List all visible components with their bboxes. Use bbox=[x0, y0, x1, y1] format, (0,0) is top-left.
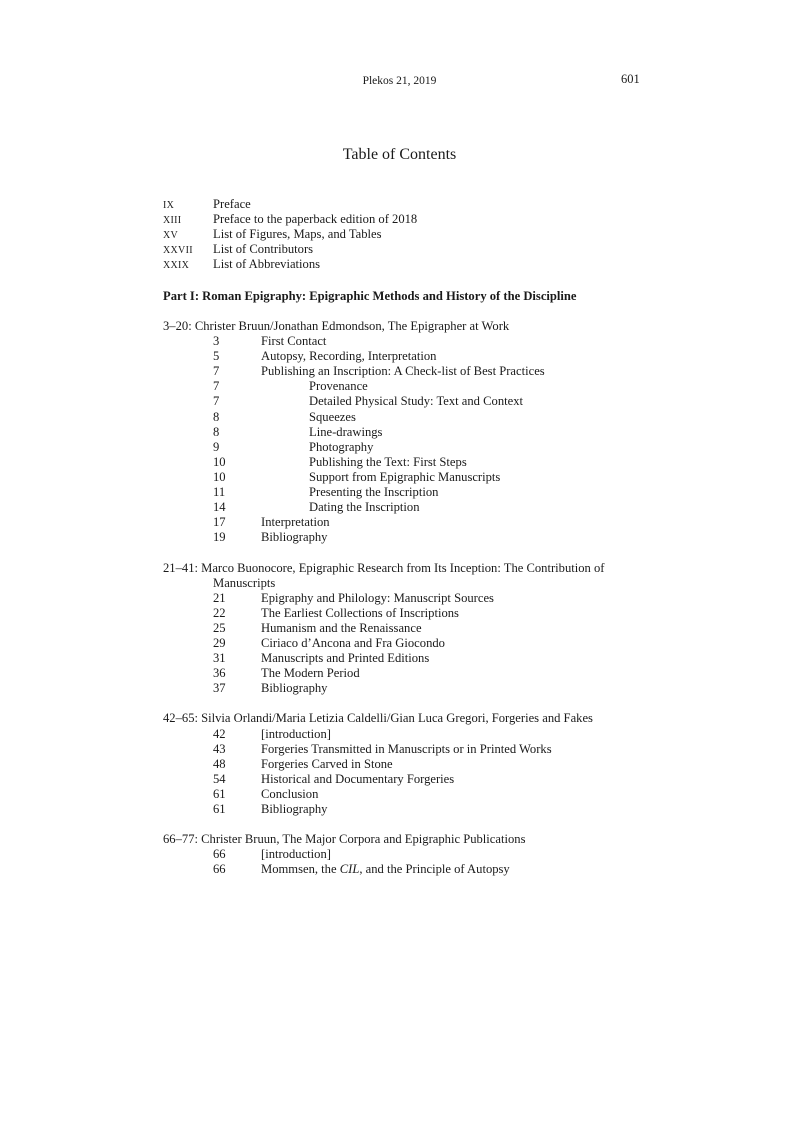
entry-title-text: Manuscripts and Printed Editions bbox=[261, 651, 430, 666]
entry-title: List of Contributors bbox=[213, 242, 314, 257]
toc-entry bbox=[163, 606, 605, 621]
entry-title-text: Epigraphy and Philology: Manuscript Sources bbox=[261, 590, 494, 605]
entry-title-text: Provenance bbox=[309, 379, 368, 394]
toc-entry bbox=[163, 242, 417, 257]
entry-title-text: Humanism and the Renaissance bbox=[261, 620, 422, 635]
entry-page: 10 bbox=[213, 454, 226, 469]
chapter bbox=[163, 561, 605, 697]
toc-entry bbox=[163, 197, 417, 212]
entry-page: XV bbox=[163, 230, 179, 242]
entry-title-text: Forgeries Transmitted in Manuscripts or in Printed Works bbox=[261, 741, 552, 756]
entry-title bbox=[261, 636, 445, 651]
entry-title-text: Bibliography bbox=[261, 530, 328, 545]
entry-title-text: Autopsy, Recording, Interpretation bbox=[261, 349, 437, 364]
entry-page: 7 bbox=[213, 379, 220, 394]
entry-title bbox=[309, 394, 523, 409]
toc-entry bbox=[163, 212, 417, 227]
entry-page: 31 bbox=[213, 651, 226, 666]
entry-title bbox=[261, 757, 393, 772]
entry-page: 66 bbox=[213, 847, 226, 862]
entry-page: 61 bbox=[213, 786, 226, 801]
toc-entry bbox=[163, 681, 605, 696]
chapter-heading: 3–20: Christer Bruun/Jonathan Edmondson, The Epigrapher at Work bbox=[163, 319, 510, 333]
entry-page: 22 bbox=[213, 605, 226, 620]
entry-title: List of Figures, Maps, and Tables bbox=[213, 227, 382, 242]
toc-entry bbox=[163, 410, 605, 425]
entry-title-text: First Contact bbox=[261, 334, 327, 349]
entry-title bbox=[309, 410, 356, 425]
entry-page: 8 bbox=[213, 424, 220, 439]
entry-title-text: Ciriaco d’Ancona and Fra Giocondo bbox=[261, 635, 445, 650]
entry-page: 7 bbox=[213, 394, 220, 409]
entry-page: 17 bbox=[213, 515, 226, 530]
entry-page: 7 bbox=[213, 364, 220, 379]
entry-title-text: The Modern Period bbox=[261, 666, 360, 681]
toc-entry bbox=[163, 591, 605, 606]
toc-entry bbox=[163, 455, 605, 470]
entry-title bbox=[261, 742, 552, 757]
entry-page: IX bbox=[163, 200, 175, 211]
entry-page: 3 bbox=[213, 334, 220, 349]
entry-title bbox=[261, 621, 422, 636]
entry-page: 14 bbox=[213, 500, 226, 515]
entry-title-text: Support from Epigraphic Manuscripts bbox=[309, 469, 501, 484]
entry-title bbox=[309, 425, 382, 440]
toc-entry bbox=[163, 530, 605, 545]
entry-title-text: Mommsen, the bbox=[261, 862, 340, 877]
chapter bbox=[163, 711, 605, 817]
entry-title bbox=[309, 455, 467, 470]
entry-title-text: Conclusion bbox=[261, 786, 319, 801]
entry-page: 9 bbox=[213, 439, 220, 454]
entry-title-text: Publishing an Inscription: A Check-list of Best Practices bbox=[261, 364, 545, 379]
entry-title-text: , and the Principle of Autopsy bbox=[359, 862, 510, 877]
entry-title-text: Dating the Inscription bbox=[309, 500, 420, 515]
toc-entry bbox=[163, 742, 605, 757]
toc-entry bbox=[163, 379, 605, 394]
entry-title bbox=[261, 591, 494, 606]
entry-title-text: Detailed Physical Study: Text and Context bbox=[309, 394, 524, 409]
entry-page: XXIX bbox=[163, 260, 190, 272]
entry-page: 42 bbox=[213, 726, 226, 741]
toc-entry bbox=[163, 227, 417, 242]
entry-title bbox=[261, 802, 327, 817]
entry-title-text: Squeezes bbox=[309, 409, 356, 424]
entry-title: Preface bbox=[213, 197, 251, 211]
entry-title-text: Historical and Documentary Forgeries bbox=[261, 771, 455, 786]
toc-entry bbox=[163, 757, 605, 772]
entry-title bbox=[261, 349, 436, 364]
entry-title-text: Photography bbox=[309, 439, 374, 454]
chapter-heading: Manuscripts bbox=[213, 575, 276, 590]
entry-title bbox=[261, 772, 454, 787]
entry-page: 5 bbox=[213, 349, 220, 364]
toc-entry bbox=[163, 727, 605, 742]
entry-page: 10 bbox=[213, 469, 226, 484]
page-title: Table of Contents bbox=[342, 146, 457, 163]
entry-page: 8 bbox=[213, 409, 220, 424]
toc-entry bbox=[163, 485, 605, 500]
entry-title bbox=[261, 334, 326, 349]
toc-entry bbox=[163, 257, 417, 272]
entry-page: 21 bbox=[213, 590, 226, 605]
toc-entry bbox=[163, 621, 605, 636]
entry-page: 29 bbox=[213, 635, 226, 650]
entry-title-text: Publishing the Text: First Steps bbox=[309, 454, 467, 469]
chapter bbox=[163, 319, 605, 545]
entry-title: List of Abbreviations bbox=[213, 257, 321, 272]
entry-page: 11 bbox=[213, 485, 226, 500]
toc-entry bbox=[163, 847, 605, 862]
toc-entry bbox=[163, 772, 605, 787]
part-heading: Part I: Roman Epigraphy: Epigraphic Methods and History of the Discipline bbox=[163, 289, 577, 303]
entry-page: XXVII bbox=[163, 245, 193, 257]
entry-title bbox=[261, 515, 330, 530]
toc-entry bbox=[163, 425, 605, 440]
chapter bbox=[163, 832, 605, 877]
entry-title bbox=[309, 470, 500, 485]
toc-entry bbox=[163, 651, 605, 666]
entry-page: XIII bbox=[163, 215, 182, 227]
entry-title-text: Presenting the Inscription bbox=[309, 485, 439, 500]
chapter-heading: 21–41: Marco Buonocore, Epigraphic Research from Its Inception: The Contribution of bbox=[163, 560, 605, 575]
toc-entry bbox=[163, 440, 605, 455]
entry-title bbox=[309, 500, 420, 515]
entry-title bbox=[261, 666, 360, 681]
entry-title bbox=[309, 379, 368, 394]
toc-entry bbox=[163, 394, 605, 409]
front-matter-list bbox=[163, 197, 417, 272]
entry-title bbox=[261, 651, 429, 666]
toc-entry bbox=[163, 666, 605, 681]
entry-title bbox=[261, 681, 327, 696]
toc-entry bbox=[163, 470, 605, 485]
entry-title bbox=[309, 485, 438, 500]
entry-title bbox=[309, 440, 373, 455]
entry-title-text: [introduction] bbox=[261, 726, 331, 741]
toc-entry bbox=[163, 515, 605, 530]
entry-title bbox=[261, 364, 545, 379]
entry-title bbox=[261, 847, 331, 862]
entry-title-text: Bibliography bbox=[261, 681, 328, 696]
entry-title-text: Line-drawings bbox=[309, 424, 383, 439]
entry-title bbox=[261, 727, 331, 742]
entry-page: 36 bbox=[213, 666, 226, 681]
running-header: Plekos 21, 2019 bbox=[362, 75, 437, 87]
entry-title-text: Interpretation bbox=[261, 515, 330, 530]
entry-page: 48 bbox=[213, 756, 226, 771]
toc-entry bbox=[163, 787, 605, 802]
page-number: 601 bbox=[621, 72, 640, 86]
entry-title-italic: CIL bbox=[339, 862, 360, 877]
entry-title bbox=[261, 530, 327, 545]
chapter-list bbox=[163, 319, 605, 893]
entry-title-text: The Earliest Collections of Inscriptions bbox=[261, 605, 459, 620]
entry-title-text: Forgeries Carved in Stone bbox=[261, 756, 393, 771]
entry-page: 19 bbox=[213, 530, 226, 545]
entry-title-text: Bibliography bbox=[261, 802, 328, 816]
toc-entry bbox=[163, 862, 605, 877]
entry-page: 54 bbox=[213, 771, 226, 786]
chapter-heading: 42–65: Silvia Orlandi/Maria Letizia Caldelli/Gian Luca Gregori, Forgeries and Fakes bbox=[163, 711, 593, 726]
toc-entry bbox=[163, 364, 605, 379]
toc-entry bbox=[163, 349, 605, 364]
entry-page: 37 bbox=[213, 681, 226, 696]
toc-entry bbox=[163, 802, 605, 817]
entry-page: 25 bbox=[213, 620, 226, 635]
toc-entry bbox=[163, 636, 605, 651]
entry-page: 61 bbox=[213, 802, 226, 816]
entry-title: Preface to the paperback edition of 2018 bbox=[213, 212, 418, 227]
entry-title-text: [introduction] bbox=[261, 847, 331, 862]
entry-page: 66 bbox=[213, 862, 226, 877]
toc-entry bbox=[163, 334, 605, 349]
entry-title bbox=[261, 606, 459, 621]
entry-title bbox=[261, 787, 318, 802]
entry-page: 43 bbox=[213, 741, 226, 756]
toc-entry bbox=[163, 500, 605, 515]
chapter-heading: 66–77: Christer Bruun, The Major Corpora and Epigraphic Publications bbox=[163, 832, 526, 847]
entry-title bbox=[261, 862, 510, 877]
